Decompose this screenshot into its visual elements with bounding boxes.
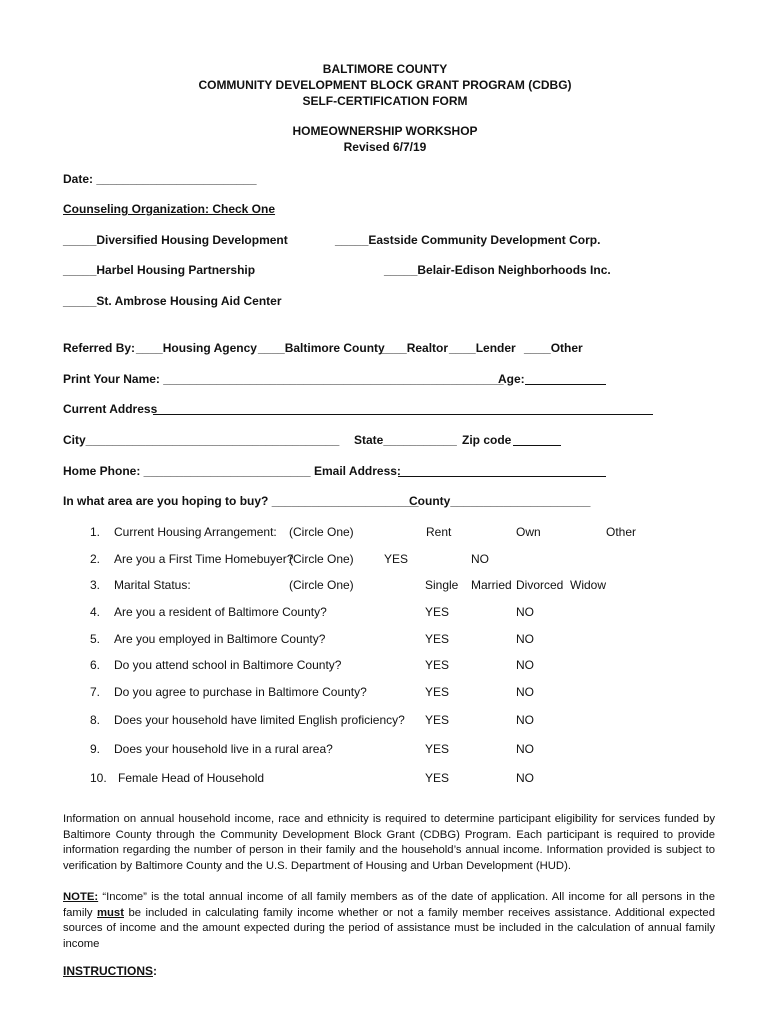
referred-option-lender[interactable]: ____Lender — [449, 341, 516, 355]
header-line-program: COMMUNITY DEVELOPMENT BLOCK GRANT PROGRAM (CDBG) — [198, 78, 572, 92]
counseling-option-belair[interactable]: _____Belair-Edison Neighborhoods Inc. — [384, 263, 611, 277]
question-text: Current Housing Arrangement: — [114, 525, 277, 539]
instructions-heading — [63, 964, 157, 978]
referred-option-other[interactable]: ____Other — [524, 341, 583, 355]
option-yes[interactable]: YES — [425, 742, 450, 756]
question-text: Are you a First Time Homebuyer? — [114, 552, 294, 566]
note-label: NOTE: — [63, 891, 99, 903]
option-no[interactable]: NO — [516, 742, 534, 756]
referred-label: Referred By: — [63, 341, 136, 355]
option-no[interactable]: NO — [471, 552, 489, 566]
email-input-line[interactable] — [398, 476, 606, 477]
instructions-label: INSTRUCTIONS — [63, 964, 153, 978]
option-yes[interactable]: YES — [425, 605, 450, 619]
option-yes[interactable]: YES — [425, 771, 450, 785]
question-num: 10. — [90, 771, 107, 785]
state-field[interactable]: State___________ — [354, 433, 457, 447]
option-divorced[interactable]: Divorced — [516, 578, 564, 592]
question-num: 4. — [90, 605, 101, 619]
date-field[interactable]: Date: ________________________ — [63, 172, 257, 186]
option-yes[interactable]: YES — [425, 658, 450, 672]
option-no[interactable]: NO — [516, 658, 534, 672]
address-label: Current Address — [63, 402, 158, 416]
referred-option-baltimore-county[interactable]: ____Baltimore County — [258, 341, 385, 355]
city-field[interactable]: City______________________________________ — [63, 433, 340, 447]
option-widow[interactable]: Widow — [570, 578, 607, 592]
counseling-option-eastside[interactable]: _____Eastside Community Development Corp. — [335, 233, 601, 247]
counseling-option-harbel[interactable]: _____Harbel Housing Partnership — [63, 263, 256, 277]
referred-option-realtor[interactable]: ____Realtor — [380, 341, 449, 355]
note-text-part2: be included in calculating family income whether or not a family member receives assistance. Additional expected sources of income and the amount expected during the period of assistance must be included in the calculation of annual family income — [63, 906, 715, 950]
referred-option-housing-agency[interactable]: ____Housing Agency — [136, 341, 257, 355]
question-num: 7. — [90, 685, 101, 699]
option-other[interactable]: Other — [606, 525, 637, 539]
note-text-part1: “Income” is the total annual income of all family members as of the date of application. All income for all persons in the family — [63, 891, 715, 919]
note-paragraph — [63, 890, 715, 952]
question-text: Do you attend school in Baltimore County? — [114, 658, 342, 672]
area-field[interactable]: In what area are you hoping to buy? ______________________ — [63, 494, 419, 508]
question-text: Does your household have limited English proficiency? — [114, 713, 405, 727]
zip-label: Zip code — [462, 433, 512, 447]
question-text: Are you a resident of Baltimore County? — [114, 605, 327, 619]
email-label: Email Address: — [314, 464, 401, 478]
option-no[interactable]: NO — [516, 771, 534, 785]
address-input-line[interactable] — [153, 414, 653, 415]
question-num: 8. — [90, 713, 101, 727]
option-yes[interactable]: YES — [425, 713, 450, 727]
question-text: Are you employed in Baltimore County? — [114, 632, 326, 646]
question-circle-note: (Circle One) — [289, 578, 354, 592]
age-input-line[interactable] — [525, 384, 606, 385]
question-num: 9. — [90, 742, 101, 756]
age-label: Age: — [498, 372, 525, 386]
question-num: 6. — [90, 658, 101, 672]
counseling-option-diversified[interactable]: _____Diversified Housing Development — [63, 233, 288, 247]
question-text: Marital Status: — [114, 578, 191, 592]
option-yes[interactable]: YES — [425, 685, 450, 699]
note-must: must — [96, 906, 124, 919]
phone-field[interactable]: Home Phone: _________________________ — [63, 464, 311, 478]
option-no[interactable]: NO — [516, 685, 534, 699]
question-circle-note: (Circle One) — [289, 552, 354, 566]
question-circle-note: (Circle One) — [289, 525, 354, 539]
header-line-form: SELF-CERTIFICATION FORM — [302, 94, 468, 108]
header-line-county: BALTIMORE COUNTY — [322, 62, 448, 76]
counseling-option-st-ambrose[interactable]: _____St. Ambrose Housing Aid Center — [63, 294, 282, 308]
option-married[interactable]: Married — [471, 578, 512, 592]
option-rent[interactable]: Rent — [426, 525, 452, 539]
option-no[interactable]: NO — [516, 713, 534, 727]
option-no[interactable]: NO — [516, 605, 534, 619]
option-own[interactable]: Own — [516, 525, 541, 539]
header-line-workshop: HOMEOWNERSHIP WORKSHOP — [292, 124, 478, 138]
counseling-heading: Counseling Organization: Check One — [63, 202, 276, 216]
name-field[interactable]: Print Your Name: ___________________________________________________ — [63, 372, 504, 386]
question-num: 5. — [90, 632, 101, 646]
question-text: Do you agree to purchase in Baltimore County? — [114, 685, 367, 699]
question-num: 1. — [90, 525, 101, 539]
question-num: 2. — [90, 552, 101, 566]
question-text: Female Head of Household — [118, 771, 265, 785]
option-yes[interactable]: YES — [425, 632, 450, 646]
question-num: 3. — [90, 578, 101, 592]
question-text: Does your household live in a rural area? — [114, 742, 333, 756]
info-paragraph: Information on annual household income, race and ethnicity is required to determine participant eligibility for services funded by Baltimore County through the Community Development Block Grant (CDBG) Program. Each participant is required to provide information regarding the number of person in their family and the household’s annual income. Information provided is subject to verification by Baltimore County and the U.S. Department of Housing and Urban Development (HUD). — [63, 813, 715, 872]
option-single[interactable]: Single — [425, 578, 459, 592]
zip-input-line[interactable] — [513, 445, 561, 446]
option-no[interactable]: NO — [516, 632, 534, 646]
option-yes[interactable]: YES — [384, 552, 409, 566]
header-line-revised: Revised 6/7/19 — [343, 140, 427, 154]
instructions-colon: : — [153, 964, 157, 978]
county-field[interactable]: County_____________________ — [409, 494, 591, 508]
